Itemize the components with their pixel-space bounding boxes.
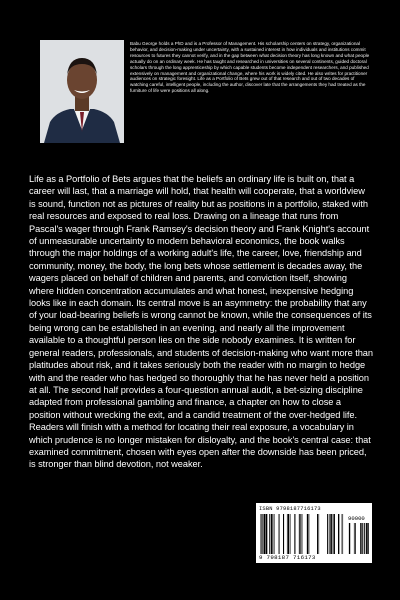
barcode-bar [362,523,363,554]
barcode-bar [290,514,291,554]
ean-barcode-bars [260,514,344,554]
barcode-bar [279,514,280,554]
barcode-bar [309,514,310,554]
barcode-bar [364,523,365,554]
barcode-bar [283,514,284,554]
barcode-bar [300,514,301,554]
author-photo [40,40,124,143]
barcode-bar [271,514,272,554]
book-blurb: Life as a Portfolio of Bets argues that the beliefs an ordinary life is built on, that a career will last, that a marriage will hold, that health will cooperate, that a worldview is sound, function not as pictures of reality but as positions in a portfolio, staked with real resources and exposed to real loss. Drawing on a lineage that runs from Pascal's wager through Frank Ramsey's decision theory and Frank Knight's account of unmeasurable uncertainty to modern behavioral economics, the book walks through the major holdings of a working adult's life, the career, love, friendship and community, money, the body, the long bets whose settlement is decades away, the wagers placed on behalf of children and parents, and conviction itself, showing where hidden concentration accumulates and what honest, inexpensive hedging looks like in each domain. Its central move is an asymmetry: the probability that any of your load-bearing beliefs is wrong cannot be known, while the consequences of its being wrong can be established in an evening, and nearly all the improvement available to a thoughtful person lies on the side nobody examines. It is written for general readers, professionals, and students of decision-making who want more than platitudes about risk, and it takes seriously both the reader with no margin to hedge with and the reader who has hedged so thoroughly that he has never held a position at all. The second half provides a four-question annual audit, a bet-sizing discipline adapted from professional gambling and finance, a chapter on how to close a position without wrecking the exit, and a candid treatment of the over-hedged life. Readers will finish with a method for locating their real exposure, a vocabulary in which prudence is no longer mistaken for disloyalty, and the book's central case: that examined commitment, chosen with eyes open after the downside has been priced, is stronger than blind devotion, not weaker. [29,174,373,470]
barcode-bar [360,523,361,554]
barcode-bar [264,514,265,554]
barcode-bar [342,514,343,554]
barcode-bar [261,514,262,554]
isbn-digits: 9 798187 716173 [259,554,316,561]
author-bio: Babu George holds a PhD and is a Professor of Management. His scholarship centers on strategy, organizational behavior, and decision-making under uncertainty, with a sustained interest in how individuals and institutions commit resources to futures they cannot verify, and in the gap between what decision theory has long known and what people actually do on an ordinary week. He has taught and researched in universities on several continents, guided doctoral scholars through the long apprenticeship by which capable students become independent researchers, and published extensively on management and organizational change, where his work is widely cited. He also writes for practitioner audiences on strategic foresight. Life as a Portfolio of Bets grew out of that research and out of two decades of watching careful, intelligent people, including the author, discover late that the arrangements they had treated as the furniture of life were positions all along. [130,41,370,94]
barcode-bar [272,514,273,554]
barcode-bar [354,523,355,554]
isbn-barcode [256,503,372,563]
barcode-bar [269,514,270,554]
barcode-bar [287,514,288,554]
barcode-bar [338,514,339,554]
barcode-bar [266,514,268,554]
barcode-bar [327,514,328,554]
isbn-label: ISBN 9798187716173 [259,506,321,512]
addon-barcode-bars [347,523,369,554]
barcode-bar [302,514,303,554]
barcode-bar [355,523,356,554]
barcode-bar [299,514,300,554]
barcode-bar [333,514,335,554]
barcode-bar [329,514,330,554]
barcode-bar [294,514,295,554]
barcode-bar [367,523,368,554]
price-code: 90000 [348,515,365,522]
author-portrait-image [40,40,124,143]
barcode-bar [307,514,308,554]
barcode-bar [366,523,367,554]
barcode-bar [262,514,263,554]
barcode-bar [288,514,289,554]
barcode-bar [349,523,350,554]
barcode-bar [274,514,275,554]
barcode-bar [317,514,318,554]
barcode-bar [330,514,332,554]
barcode-bar [261,514,262,554]
